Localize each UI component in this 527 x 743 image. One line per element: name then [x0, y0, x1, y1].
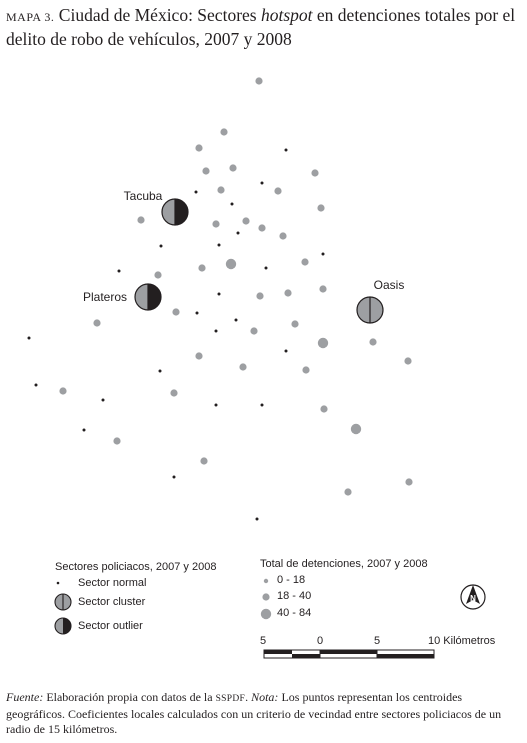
sector-point: [291, 320, 298, 327]
sector-point: [28, 337, 31, 340]
legend-large-dot: [261, 609, 271, 619]
sector-point: [319, 285, 326, 292]
sector-point: [220, 128, 227, 135]
sector-point: [218, 293, 221, 296]
sector-point: [226, 259, 236, 269]
label-tacuba: Tacuba: [123, 189, 163, 203]
sector-point: [351, 424, 361, 434]
legend-item-outlier: Sector outlier: [78, 620, 143, 632]
sector-point: [102, 399, 105, 402]
sector-point: [250, 327, 257, 334]
sector-plateros: [135, 284, 161, 310]
legend-item-cluster: Sector cluster: [78, 596, 146, 608]
sector-point: [344, 488, 351, 495]
sector-point: [258, 224, 265, 231]
title-text-end: en detenciones totales por el delito de robo de vehículos, 2007 y 2008: [6, 5, 516, 49]
sector-point: [239, 363, 246, 370]
sector-point: [274, 187, 281, 194]
sector-point: [154, 271, 161, 278]
north-arrow-label: N: [470, 594, 476, 603]
sector-point: [93, 319, 100, 326]
scale-tick-ten: 10 Kilómetros: [428, 635, 496, 647]
sector-point: [285, 149, 288, 152]
sector-point: [404, 357, 411, 364]
sector-point: [318, 338, 328, 348]
title-italic: hotspot: [260, 5, 313, 25]
sector-point: [195, 191, 198, 194]
legend-count-large: 40 - 84: [277, 607, 312, 619]
sector-point: [83, 429, 86, 432]
sector-point: [301, 258, 308, 265]
legend-medium-dot: [262, 593, 269, 600]
sector-point: [242, 217, 249, 224]
legend-count-medium: 18 - 40: [277, 590, 312, 602]
sector-point: [113, 437, 120, 444]
sector-point: [202, 167, 209, 174]
legend-outlier-symbol: [55, 618, 71, 634]
sector-oasis: [357, 297, 383, 323]
sector-point: [261, 404, 264, 407]
sector-point: [137, 216, 144, 223]
scale-tick-left: 5: [260, 635, 267, 647]
sector-point: [320, 405, 327, 412]
sector-point: [59, 387, 66, 394]
sector-point: [196, 312, 199, 315]
sector-point: [159, 370, 162, 373]
sector-point: [160, 245, 163, 248]
legend-counts-title: Total de detenciones, 2007 y 2008: [260, 558, 428, 570]
scale-tick-five: 5: [374, 635, 381, 647]
sector-point: [322, 253, 325, 256]
footnote-source-abbr: SSPDF: [215, 694, 246, 704]
legend-small-dot: [264, 579, 268, 583]
legend-sectors-title: Sectores policiacos, 2007 y 2008: [55, 561, 217, 573]
scale-tick-zero: 0: [317, 635, 324, 647]
sector-point: [255, 77, 262, 84]
legend-normal-symbol: [57, 582, 60, 585]
sector-point: [173, 476, 176, 479]
sector-point: [317, 204, 324, 211]
sector-point: [265, 267, 268, 270]
sector-tacuba: [162, 199, 188, 225]
sector-point: [256, 518, 259, 521]
sector-point: [369, 338, 376, 345]
sector-point: [235, 319, 238, 322]
legend-item-normal: Sector normal: [78, 577, 147, 589]
sector-point: [237, 232, 240, 235]
sector-point: [405, 478, 412, 485]
label-oasis: Oasis: [373, 278, 405, 292]
sector-point: [170, 389, 177, 396]
legend-count-small: 0 - 18: [277, 574, 306, 586]
sector-point: [200, 457, 207, 464]
sector-point: [261, 182, 264, 185]
sector-point: [284, 289, 291, 296]
sector-point: [212, 220, 219, 227]
sector-point: [285, 350, 288, 353]
sector-point: [302, 366, 309, 373]
sector-point: [35, 384, 38, 387]
sector-point: [311, 169, 318, 176]
legend-cluster-symbol: [55, 594, 71, 610]
footnote-note-label: Nota:: [251, 690, 279, 704]
sector-point: [256, 292, 263, 299]
footnote-note-text: Los puntos representan los centroides geográficos. Coeficientes locales calculados con un criterio de vecindad entre sectores policiacos de un radio de 15 kilómetros.: [6, 690, 502, 736]
sector-point: [218, 244, 221, 247]
sector-point: [118, 270, 121, 273]
footnote-source-label: Fuente:: [6, 690, 44, 704]
sector-point: [195, 144, 202, 151]
footnote-source-text: Elaboración propia con datos de la: [43, 690, 216, 704]
sector-point: [215, 404, 218, 407]
sector-point: [172, 308, 179, 315]
sector-point: [279, 232, 286, 239]
map-footnote: Fuente: Elaboración propia con datos de la SSPDF. Nota: Los puntos representan los centroides geográficos. Coeficientes locales calculados con un criterio de vecindad entre sectores policiacos de un radio de 15 kilómetros.: [6, 690, 502, 736]
sector-point: [231, 203, 234, 206]
map-number: MAPA 3.: [6, 10, 55, 24]
sector-point: [215, 330, 218, 333]
scale-bar: [264, 650, 434, 658]
sector-point: [198, 264, 205, 271]
label-plateros: Plateros: [82, 290, 128, 304]
title-text-start: Ciudad de México: Sectores: [58, 5, 261, 25]
sector-point: [229, 164, 236, 171]
sector-point: [217, 186, 224, 193]
sector-point: [195, 352, 202, 359]
